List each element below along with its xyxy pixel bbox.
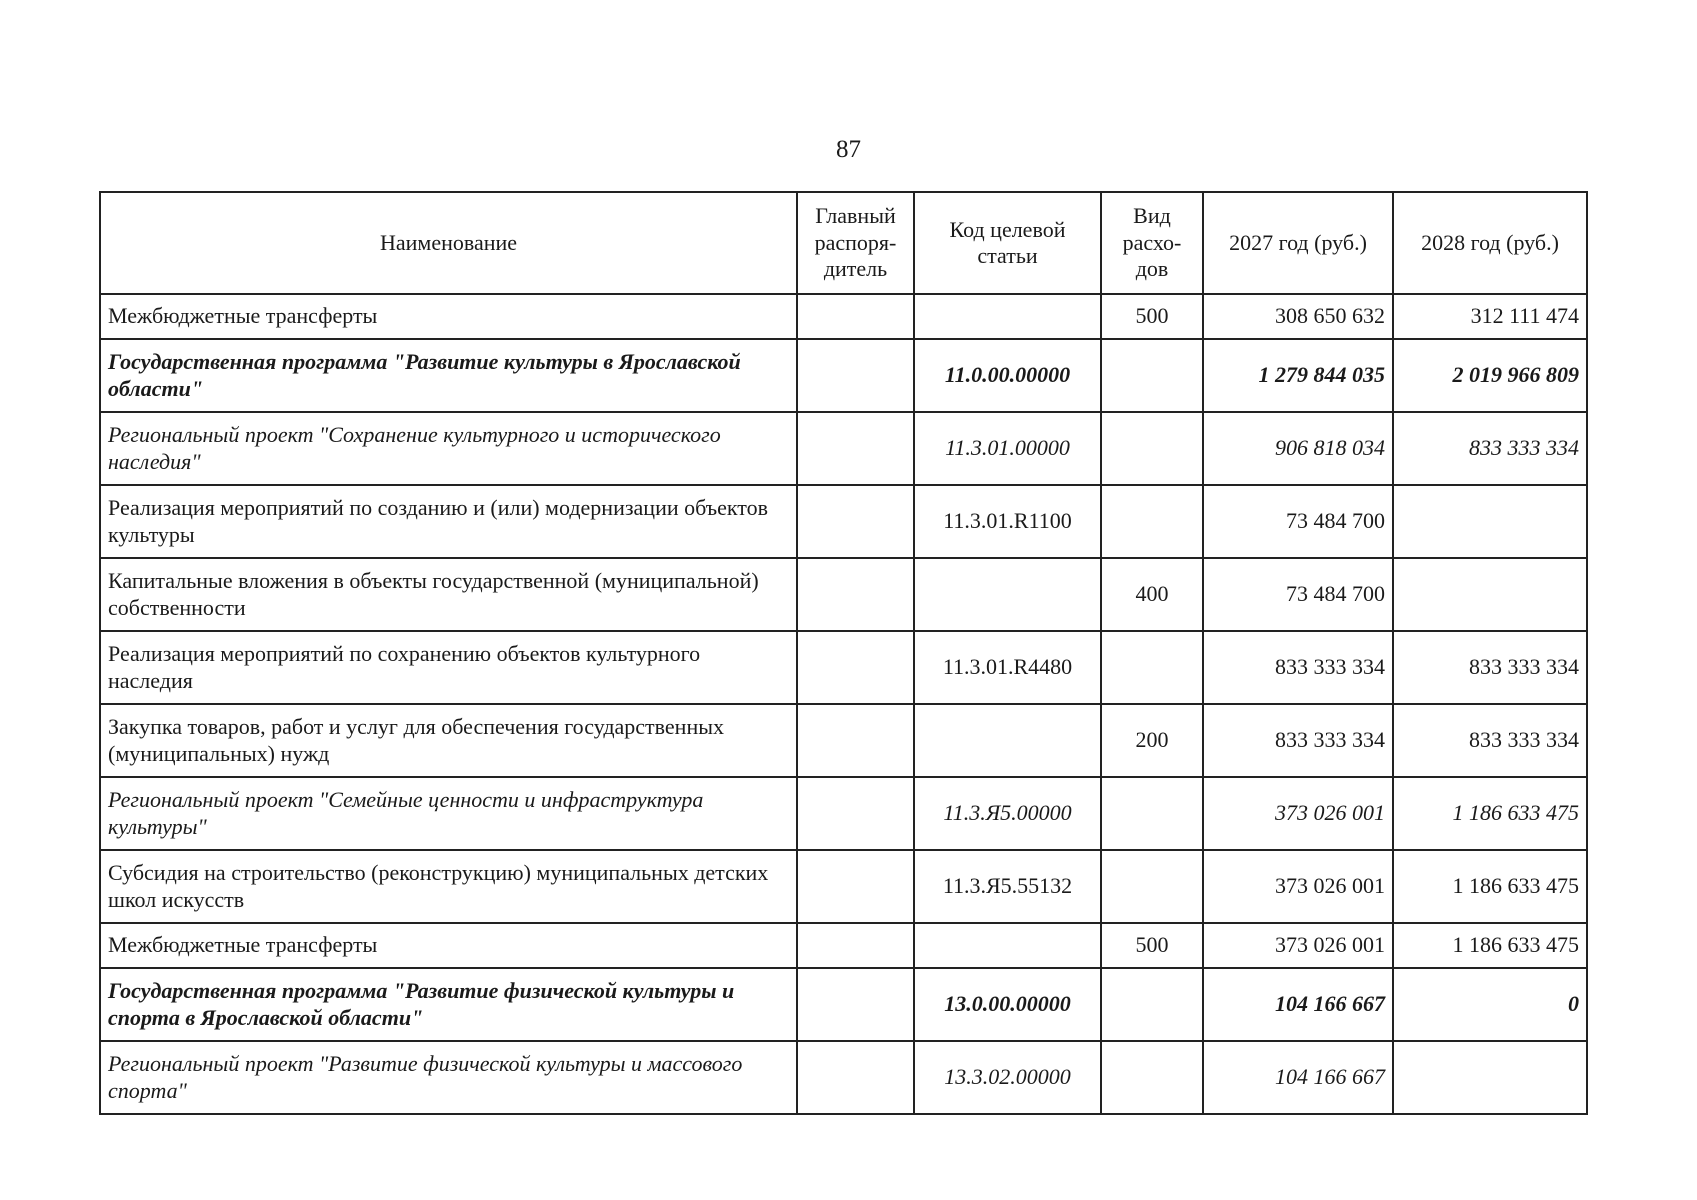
table-row xyxy=(100,558,1587,631)
cell-manager xyxy=(797,339,914,412)
cell-name: Капитальные вложения в объекты государственной (муниципальной) собственности xyxy=(100,558,797,631)
cell-manager xyxy=(797,294,914,339)
cell-2028: 0 xyxy=(1393,968,1587,1041)
cell-manager xyxy=(797,558,914,631)
table-row xyxy=(100,850,1587,923)
header-target-code: Код целевой статьи xyxy=(914,192,1101,294)
cell-2028: 1 186 633 475 xyxy=(1393,923,1587,968)
table-row xyxy=(100,294,1587,339)
cell-2028: 1 186 633 475 xyxy=(1393,777,1587,850)
cell-name: Государственная программа "Развитие культуры в Ярославской области" xyxy=(100,339,797,412)
header-year-2028: 2028 год (руб.) xyxy=(1393,192,1587,294)
cell-expense-type xyxy=(1101,1041,1203,1114)
cell-2028: 833 333 334 xyxy=(1393,412,1587,485)
cell-manager xyxy=(797,923,914,968)
cell-manager xyxy=(797,850,914,923)
cell-2027: 833 333 334 xyxy=(1203,704,1393,777)
cell-expense-type: 500 xyxy=(1101,923,1203,968)
cell-name: Субсидия на строительство (реконструкцию) муниципальных детских школ искусств xyxy=(100,850,797,923)
cell-name: Региональный проект "Развитие физической культуры и массового спорта" xyxy=(100,1041,797,1114)
cell-target-code xyxy=(914,558,1101,631)
cell-expense-type: 500 xyxy=(1101,294,1203,339)
cell-name: Реализация мероприятий по сохранению объектов культурного наследия xyxy=(100,631,797,704)
table-row xyxy=(100,968,1587,1041)
cell-expense-type xyxy=(1101,631,1203,704)
cell-expense-type xyxy=(1101,485,1203,558)
cell-expense-type xyxy=(1101,777,1203,850)
cell-2028 xyxy=(1393,1041,1587,1114)
cell-name: Закупка товаров, работ и услуг для обеспечения государственных (муниципальных) нужд xyxy=(100,704,797,777)
cell-expense-type xyxy=(1101,412,1203,485)
cell-2027: 1 279 844 035 xyxy=(1203,339,1393,412)
cell-2028: 1 186 633 475 xyxy=(1393,850,1587,923)
cell-manager xyxy=(797,704,914,777)
cell-manager xyxy=(797,1041,914,1114)
cell-target-code: 13.3.02.00000 xyxy=(914,1041,1101,1114)
cell-name: Межбюджетные трансферты xyxy=(100,923,797,968)
table-header-row xyxy=(100,192,1587,294)
table-row xyxy=(100,1041,1587,1114)
page-number: 87 xyxy=(836,136,861,163)
table-row xyxy=(100,631,1587,704)
cell-target-code xyxy=(914,923,1101,968)
cell-target-code: 11.0.00.00000 xyxy=(914,339,1101,412)
table-row xyxy=(100,485,1587,558)
cell-expense-type xyxy=(1101,968,1203,1041)
cell-target-code: 11.3.Я5.55132 xyxy=(914,850,1101,923)
cell-target-code xyxy=(914,294,1101,339)
cell-2028: 833 333 334 xyxy=(1393,704,1587,777)
budget-table xyxy=(99,191,1588,1115)
cell-2027: 906 818 034 xyxy=(1203,412,1393,485)
cell-2028: 833 333 334 xyxy=(1393,631,1587,704)
cell-target-code: 11.3.01.00000 xyxy=(914,412,1101,485)
cell-name: Региональный проект "Семейные ценности и инфраструктура культуры" xyxy=(100,777,797,850)
cell-manager xyxy=(797,968,914,1041)
table-row xyxy=(100,412,1587,485)
cell-2027: 104 166 667 xyxy=(1203,968,1393,1041)
cell-manager xyxy=(797,777,914,850)
cell-2027: 73 484 700 xyxy=(1203,558,1393,631)
cell-target-code: 11.3.01.R1100 xyxy=(914,485,1101,558)
table-row xyxy=(100,704,1587,777)
cell-2028 xyxy=(1393,558,1587,631)
cell-2028: 2 019 966 809 xyxy=(1393,339,1587,412)
cell-2027: 373 026 001 xyxy=(1203,850,1393,923)
cell-2027: 373 026 001 xyxy=(1203,923,1393,968)
cell-name: Региональный проект "Сохранение культурного и исторического наследия" xyxy=(100,412,797,485)
cell-target-code xyxy=(914,704,1101,777)
cell-2027: 308 650 632 xyxy=(1203,294,1393,339)
cell-target-code: 11.3.Я5.00000 xyxy=(914,777,1101,850)
cell-expense-type: 200 xyxy=(1101,704,1203,777)
cell-name: Межбюджетные трансферты xyxy=(100,294,797,339)
cell-manager xyxy=(797,485,914,558)
cell-manager xyxy=(797,412,914,485)
table-row xyxy=(100,923,1587,968)
cell-2027: 73 484 700 xyxy=(1203,485,1393,558)
cell-2027: 373 026 001 xyxy=(1203,777,1393,850)
cell-manager xyxy=(797,631,914,704)
header-name: Наименование xyxy=(100,192,797,294)
table-row xyxy=(100,777,1587,850)
table-row xyxy=(100,339,1587,412)
cell-target-code: 11.3.01.R4480 xyxy=(914,631,1101,704)
cell-name: Реализация мероприятий по созданию и (или) модернизации объектов культуры xyxy=(100,485,797,558)
cell-2027: 104 166 667 xyxy=(1203,1041,1393,1114)
header-year-2027: 2027 год (руб.) xyxy=(1203,192,1393,294)
cell-expense-type xyxy=(1101,850,1203,923)
cell-target-code: 13.0.00.00000 xyxy=(914,968,1101,1041)
cell-name: Государственная программа "Развитие физической культуры и спорта в Ярославской области" xyxy=(100,968,797,1041)
cell-2028 xyxy=(1393,485,1587,558)
header-expense-type: Вид расхо- дов xyxy=(1101,192,1203,294)
cell-expense-type xyxy=(1101,339,1203,412)
cell-expense-type: 400 xyxy=(1101,558,1203,631)
cell-2027: 833 333 334 xyxy=(1203,631,1393,704)
cell-2028: 312 111 474 xyxy=(1393,294,1587,339)
header-manager: Главный распоря- дитель xyxy=(797,192,914,294)
